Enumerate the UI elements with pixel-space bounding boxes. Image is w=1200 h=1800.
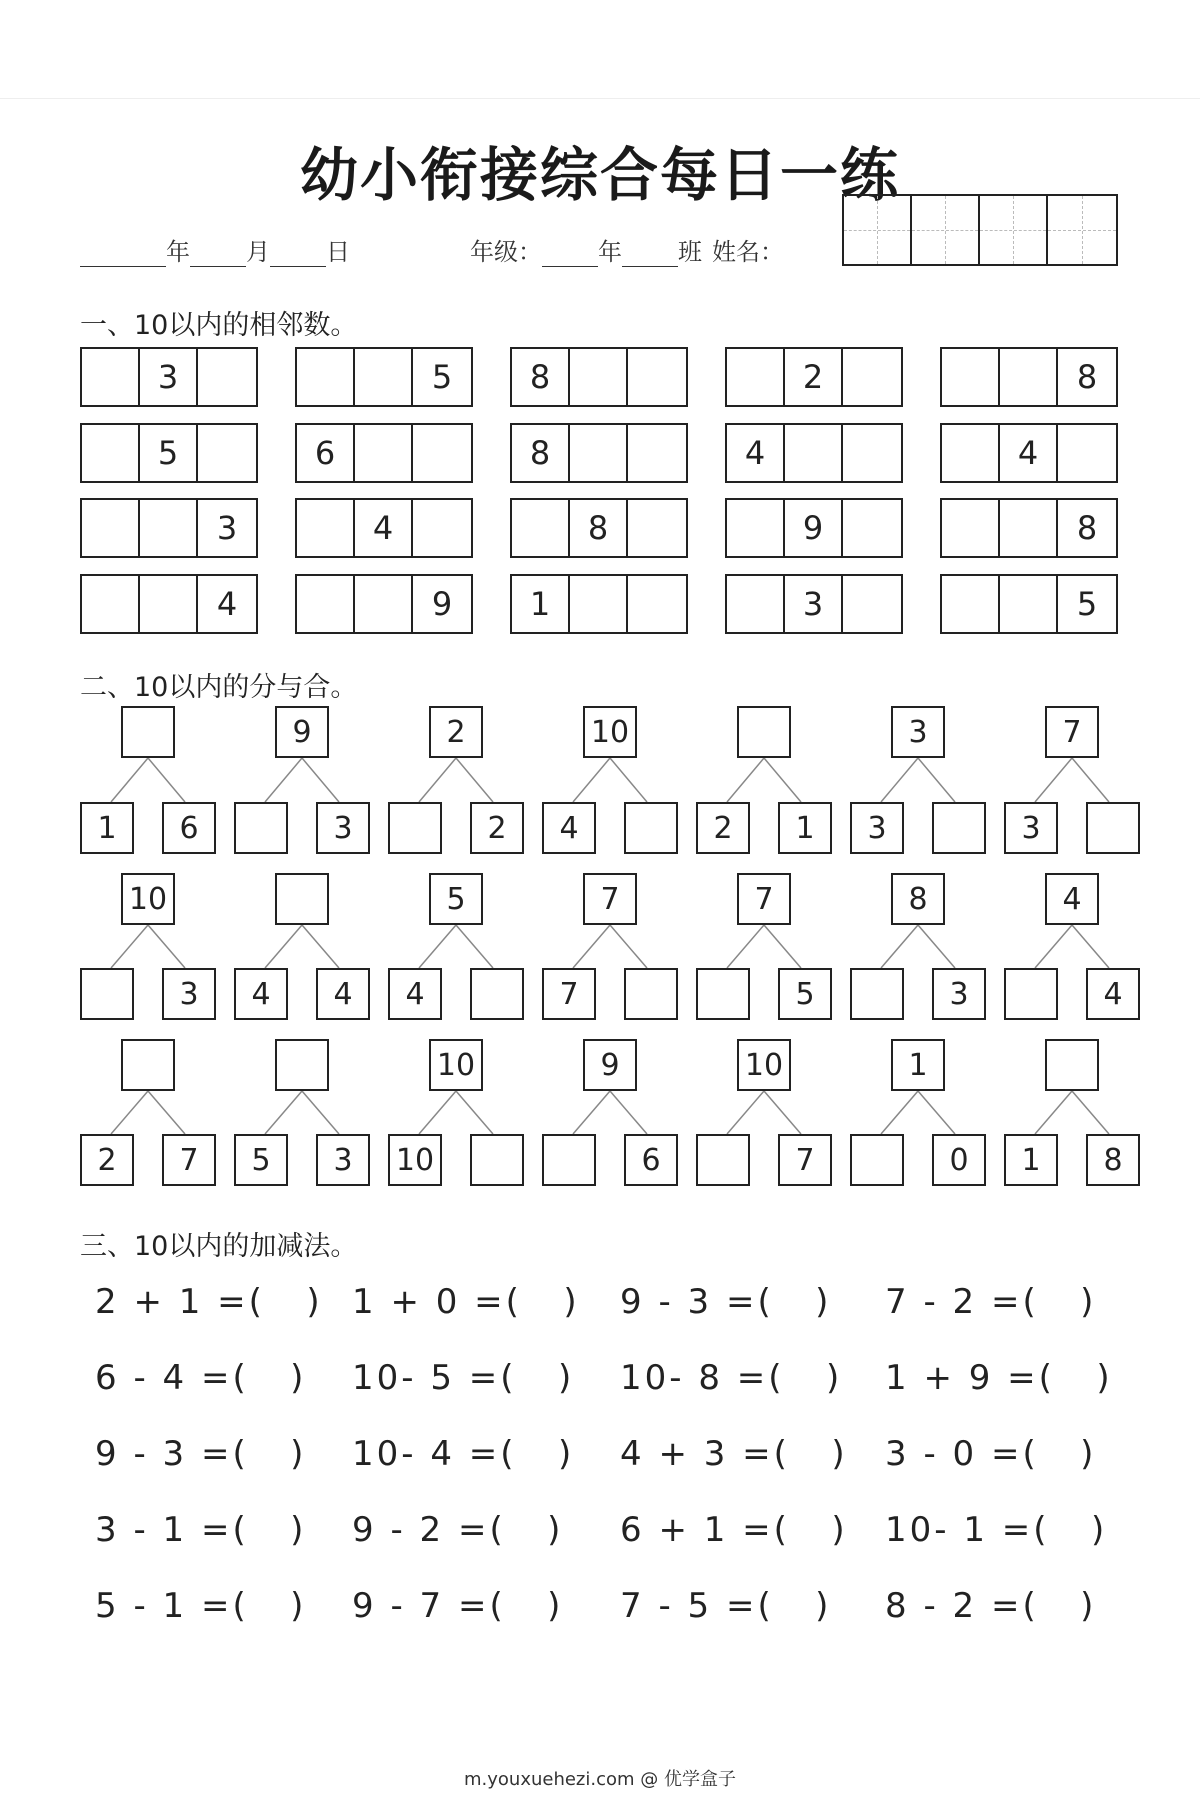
bond-part-left-answer-box[interactable] — [80, 968, 134, 1020]
bond-part-left-number: 4 — [542, 802, 596, 854]
name-writing-grid — [842, 194, 1118, 266]
neighbor-answer-box[interactable] — [198, 349, 256, 405]
neighbor-answer-box[interactable] — [82, 425, 140, 481]
neighbor-answer-box[interactable] — [82, 349, 140, 405]
tree-branch-line — [111, 925, 148, 968]
arithmetic-problem[interactable]: 10- 1 =( ) — [885, 1510, 1108, 1550]
tree-branch-line — [456, 925, 493, 968]
neighbor-given-number: 8 — [1076, 509, 1098, 547]
arithmetic-problem[interactable]: 10- 5 =( ) — [352, 1358, 575, 1398]
neighbor-answer-box[interactable] — [570, 349, 628, 405]
tree-branch-line — [265, 758, 302, 802]
tree-branch-line — [918, 1091, 955, 1134]
neighbor-group — [940, 423, 1118, 483]
bond-part-left-number: 1 — [1004, 1134, 1058, 1186]
neighbor-group — [80, 498, 258, 558]
tree-branch-line — [302, 1091, 339, 1134]
bond-part-right-number: 5 — [778, 968, 832, 1020]
bond-part-right-number: 3 — [162, 968, 216, 1020]
bond-total-number: 1 — [891, 1039, 945, 1091]
bond-part-left-answer-box[interactable] — [542, 1134, 596, 1186]
neighbor-given-number: 8 — [570, 500, 628, 556]
name-box-1[interactable] — [844, 196, 912, 264]
bond-part-right-answer-box[interactable] — [624, 968, 678, 1020]
name-label: 姓名： — [712, 238, 784, 266]
bond-part-left-number: 2 — [80, 1134, 134, 1186]
arithmetic-problem[interactable]: 8 - 2 =( ) — [885, 1586, 1097, 1626]
bond-part-right-number: 2 — [470, 802, 524, 854]
neighbor-group — [295, 574, 473, 634]
neighbor-answer-box[interactable] — [628, 349, 686, 405]
grade-year-label: 年 — [598, 238, 622, 266]
bond-part-left-number: 4 — [388, 968, 442, 1020]
neighbor-given-number: 3 — [140, 349, 198, 405]
neighbor-given-number: 5 — [140, 425, 198, 481]
tree-branch-line — [148, 1091, 185, 1134]
bond-part-left-number: 3 — [850, 802, 904, 854]
neighbor-answer-box[interactable] — [628, 576, 686, 632]
bond-part-right-number: 3 — [316, 802, 370, 854]
page-title: 幼小衔接综合每日一练 — [299, 141, 900, 209]
bond-total-number: 4 — [1045, 873, 1099, 925]
neighbor-answer-box[interactable] — [942, 349, 1000, 405]
tree-branch-line — [1072, 758, 1109, 802]
neighbor-answer-box[interactable] — [198, 425, 256, 481]
tree-branch-line — [918, 758, 955, 802]
neighbor-answer-box[interactable] — [355, 576, 413, 632]
month-label: 月 — [246, 238, 270, 266]
bond-total-number: 8 — [891, 873, 945, 925]
neighbor-group — [510, 498, 688, 558]
bond-part-right-number: 6 — [624, 1134, 678, 1186]
arithmetic-problem[interactable]: 3 - 1 =( ) — [95, 1510, 307, 1550]
tree-branch-line — [881, 758, 918, 802]
tree-branch-line — [419, 925, 456, 968]
arithmetic-problem[interactable]: 9 - 2 =( ) — [352, 1510, 564, 1550]
footer-source: m.youxuehezi.com @ 优学盒子 — [463, 1769, 736, 1790]
class-blank[interactable] — [622, 240, 678, 267]
neighbor-given-number: 4 — [1000, 425, 1058, 481]
neighbor-answer-box[interactable] — [942, 576, 1000, 632]
year-label: 年 — [166, 238, 190, 266]
neighbor-group — [295, 347, 473, 407]
arithmetic-problem[interactable]: 5 - 1 =( ) — [95, 1586, 307, 1626]
bond-part-right-number: 1 — [778, 802, 832, 854]
neighbor-answer-box[interactable] — [1000, 349, 1058, 405]
neighbor-group — [510, 423, 688, 483]
neighbor-answer-box[interactable] — [1000, 500, 1058, 556]
bond-part-right-number: 7 — [778, 1134, 832, 1186]
neighbor-group — [80, 574, 258, 634]
neighbor-answer-box[interactable] — [785, 425, 843, 481]
neighbor-answer-box[interactable] — [1000, 576, 1058, 632]
neighbor-answer-box[interactable] — [942, 500, 1000, 556]
bond-total-answer-box[interactable] — [737, 706, 791, 758]
neighbor-answer-box[interactable] — [82, 576, 140, 632]
tree-branch-line — [610, 925, 647, 968]
tree-branch-line — [419, 758, 456, 802]
neighbor-group — [725, 498, 903, 558]
bond-total-answer-box[interactable] — [275, 873, 329, 925]
tree-branch-line — [881, 1091, 918, 1134]
tree-branch-line — [1035, 1091, 1072, 1134]
neighbor-answer-box[interactable] — [628, 500, 686, 556]
tree-branch-line — [727, 925, 764, 968]
class-label: 班 — [678, 238, 702, 266]
section-title-split: 二、10以内的分与合。 — [80, 672, 358, 703]
arithmetic-problem[interactable]: 9 - 3 =( ) — [95, 1434, 307, 1474]
bond-part-right-number: 3 — [316, 1134, 370, 1186]
neighbor-answer-box[interactable] — [843, 576, 901, 632]
name-box-4[interactable] — [1048, 196, 1116, 264]
tree-branch-line — [456, 1091, 493, 1134]
bond-total-number: 7 — [737, 873, 791, 925]
neighbor-answer-box[interactable] — [843, 349, 901, 405]
tree-branch-line — [302, 925, 339, 968]
bond-part-left-answer-box[interactable] — [696, 968, 750, 1020]
neighbor-answer-box[interactable] — [140, 500, 198, 556]
neighbor-given-number: 4 — [727, 425, 785, 481]
day-blank[interactable] — [270, 240, 326, 267]
neighbor-group — [80, 347, 258, 407]
bond-total-number: 5 — [429, 873, 483, 925]
neighbor-answer-box[interactable] — [355, 425, 413, 481]
bond-total-answer-box[interactable] — [121, 1039, 175, 1091]
tree-branch-line — [111, 1091, 148, 1134]
arithmetic-problem[interactable]: 1 + 9 =( ) — [885, 1358, 1113, 1398]
neighbor-group — [725, 574, 903, 634]
year-blank[interactable] — [80, 240, 166, 267]
neighbor-group — [295, 498, 473, 558]
bond-total-answer-box[interactable] — [121, 706, 175, 758]
tree-branch-line — [764, 758, 801, 802]
bond-part-left-number: 2 — [696, 802, 750, 854]
neighbor-group — [940, 574, 1118, 634]
arithmetic-problem[interactable]: 2 + 1 =( ) — [95, 1282, 323, 1322]
arithmetic-problem[interactable]: 6 - 4 =( ) — [95, 1358, 307, 1398]
bond-part-right-number: 6 — [162, 802, 216, 854]
tree-branch-line — [148, 758, 185, 802]
neighbor-given-number: 9 — [431, 585, 453, 623]
neighbor-answer-box[interactable] — [297, 500, 355, 556]
neighbor-group — [510, 347, 688, 407]
neighbor-answer-box[interactable] — [727, 349, 785, 405]
bond-total-number: 9 — [275, 706, 329, 758]
tree-branch-line — [265, 925, 302, 968]
neighbor-group — [940, 498, 1118, 558]
neighbor-group — [725, 423, 903, 483]
bond-part-right-number: 4 — [316, 968, 370, 1020]
arithmetic-problem[interactable]: 4 + 3 =( ) — [620, 1434, 848, 1474]
bond-total-number: 7 — [583, 873, 637, 925]
neighbor-answer-box[interactable] — [570, 425, 628, 481]
neighbor-answer-box[interactable] — [413, 425, 471, 481]
bond-part-left-number: 7 — [542, 968, 596, 1020]
tree-branch-line — [1035, 925, 1072, 968]
neighbor-answer-box[interactable] — [628, 425, 686, 481]
neighbor-given-number: 8 — [1076, 358, 1098, 396]
name-box-3[interactable] — [980, 196, 1048, 264]
date-grade-name-line — [80, 232, 784, 267]
bond-part-right-answer-box[interactable] — [932, 802, 986, 854]
bond-total-number: 10 — [583, 706, 637, 758]
bond-part-left-number: 10 — [388, 1134, 442, 1186]
neighbor-given-number: 2 — [785, 349, 843, 405]
bond-total-number: 9 — [583, 1039, 637, 1091]
bond-part-left-answer-box[interactable] — [696, 1134, 750, 1186]
tree-branch-line — [1035, 758, 1072, 802]
bond-part-left-answer-box[interactable] — [1004, 968, 1058, 1020]
neighbor-answer-box[interactable] — [413, 500, 471, 556]
bond-part-right-answer-box[interactable] — [1086, 802, 1140, 854]
tree-branch-line — [610, 1091, 647, 1134]
bond-part-right-number: 4 — [1086, 968, 1140, 1020]
tree-branch-line — [456, 758, 493, 802]
tree-branch-line — [1072, 925, 1109, 968]
grade-label: 年级： — [470, 238, 542, 266]
tree-branch-line — [727, 1091, 764, 1134]
bond-total-number: 2 — [429, 706, 483, 758]
neighbor-given-number: 8 — [512, 425, 570, 481]
bond-part-left-number: 1 — [80, 802, 134, 854]
neighbor-group — [295, 423, 473, 483]
neighbor-answer-box[interactable] — [140, 576, 198, 632]
neighbor-answer-box[interactable] — [512, 500, 570, 556]
bond-part-right-answer-box[interactable] — [470, 1134, 524, 1186]
arithmetic-problem[interactable]: 1 + 0 =( ) — [352, 1282, 580, 1322]
bond-total-answer-box[interactable] — [1045, 1039, 1099, 1091]
tree-branch-line — [573, 925, 610, 968]
neighbor-answer-box[interactable] — [1058, 425, 1116, 481]
arithmetic-problem[interactable]: 3 - 0 =( ) — [885, 1434, 1097, 1474]
bond-total-number: 7 — [1045, 706, 1099, 758]
bond-part-right-number: 0 — [932, 1134, 986, 1186]
neighbor-answer-box[interactable] — [355, 349, 413, 405]
section-title-arithmetic: 三、10以内的加减法。 — [80, 1231, 358, 1262]
neighbor-given-number: 8 — [512, 349, 570, 405]
section-title-neighbors: 一、10以内的相邻数。 — [80, 310, 358, 341]
tree-branch-line — [727, 758, 764, 802]
neighbor-answer-box[interactable] — [297, 576, 355, 632]
arithmetic-problem[interactable]: 9 - 7 =( ) — [352, 1586, 564, 1626]
bond-part-left-answer-box[interactable] — [850, 968, 904, 1020]
bond-part-right-number: 8 — [1086, 1134, 1140, 1186]
tree-branch-line — [419, 1091, 456, 1134]
top-divider — [0, 98, 1200, 99]
neighbor-group — [940, 347, 1118, 407]
neighbor-group — [80, 423, 258, 483]
neighbor-answer-box[interactable] — [82, 500, 140, 556]
tree-branch-line — [764, 925, 801, 968]
tree-branch-line — [148, 925, 185, 968]
neighbor-group — [725, 347, 903, 407]
neighbor-answer-box[interactable] — [727, 576, 785, 632]
bond-part-right-number: 3 — [932, 968, 986, 1020]
bond-total-number: 10 — [737, 1039, 791, 1091]
arithmetic-problem[interactable]: 7 - 2 =( ) — [885, 1282, 1097, 1322]
neighbor-answer-box[interactable] — [570, 576, 628, 632]
bond-part-right-number: 7 — [162, 1134, 216, 1186]
bond-total-number: 10 — [121, 873, 175, 925]
grade-blank[interactable] — [542, 240, 598, 267]
tree-branch-line — [1072, 1091, 1109, 1134]
bond-part-left-answer-box[interactable] — [234, 802, 288, 854]
bond-part-left-number: 4 — [234, 968, 288, 1020]
neighbor-group — [510, 574, 688, 634]
bond-part-left-answer-box[interactable] — [388, 802, 442, 854]
bond-total-number: 3 — [891, 706, 945, 758]
bond-total-answer-box[interactable] — [275, 1039, 329, 1091]
arithmetic-problem[interactable]: 9 - 3 =( ) — [620, 1282, 832, 1322]
tree-branch-line — [265, 1091, 302, 1134]
tree-branch-line — [111, 758, 148, 802]
neighbor-given-number: 5 — [1076, 585, 1098, 623]
bond-part-left-number: 5 — [234, 1134, 288, 1186]
neighbor-answer-box[interactable] — [843, 425, 901, 481]
neighbor-answer-box[interactable] — [843, 500, 901, 556]
tree-branch-line — [573, 1091, 610, 1134]
bond-part-left-number: 3 — [1004, 802, 1058, 854]
neighbor-given-number: 4 — [216, 585, 238, 623]
neighbor-answer-box[interactable] — [297, 349, 355, 405]
tree-branch-line — [881, 925, 918, 968]
neighbor-given-number: 9 — [785, 500, 843, 556]
name-box-2[interactable] — [912, 196, 980, 264]
tree-branch-line — [610, 758, 647, 802]
arithmetic-problem[interactable]: 10- 8 =( ) — [620, 1358, 843, 1398]
neighbor-given-number: 6 — [297, 425, 355, 481]
bond-part-right-answer-box[interactable] — [470, 968, 524, 1020]
bond-total-number: 10 — [429, 1039, 483, 1091]
tree-branch-line — [573, 758, 610, 802]
neighbor-answer-box[interactable] — [942, 425, 1000, 481]
neighbor-given-number: 3 — [216, 509, 238, 547]
tree-branch-line — [918, 925, 955, 968]
bond-part-left-answer-box[interactable] — [850, 1134, 904, 1186]
day-label: 日 — [326, 238, 350, 266]
neighbor-given-number: 4 — [355, 500, 413, 556]
tree-branch-line — [302, 758, 339, 802]
arithmetic-problem[interactable]: 6 + 1 =( ) — [620, 1510, 848, 1550]
neighbor-given-number: 1 — [512, 576, 570, 632]
month-blank[interactable] — [190, 240, 246, 267]
neighbor-given-number: 5 — [431, 358, 453, 396]
bond-part-right-answer-box[interactable] — [624, 802, 678, 854]
arithmetic-problem[interactable]: 10- 4 =( ) — [352, 1434, 575, 1474]
neighbor-answer-box[interactable] — [727, 500, 785, 556]
neighbor-given-number: 3 — [785, 576, 843, 632]
tree-branch-line — [764, 1091, 801, 1134]
arithmetic-problem[interactable]: 7 - 5 =( ) — [620, 1586, 832, 1626]
